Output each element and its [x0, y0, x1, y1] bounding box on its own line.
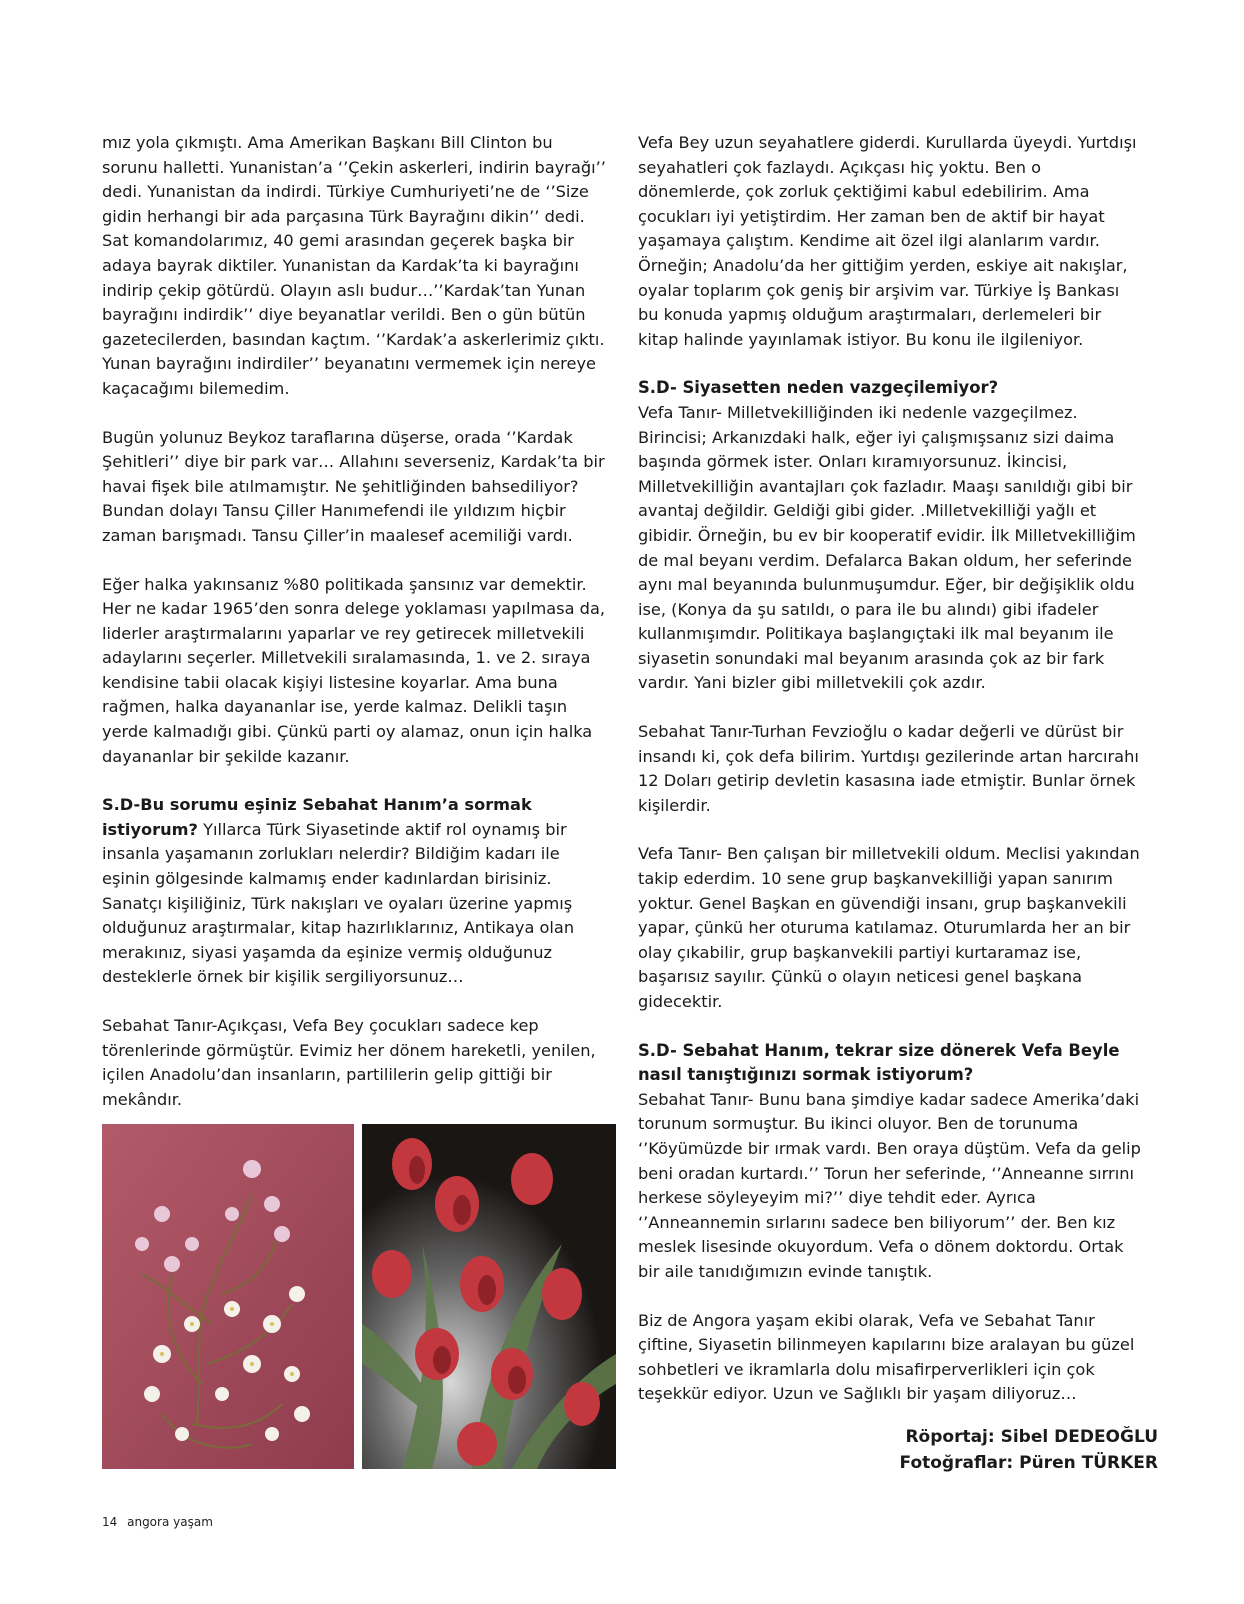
- left-column: [102, 131, 607, 1112]
- article-paragraph: Vefa Bey uzun seyahatlere giderdi. Kurullarda üyeydi. Yurtdışı seyahatleri çok fazlaydı. Açıkçası hiç yoktu. Ben o dönemlerde, çok zorluk çektiğimi kabul edebilirim. Ama çocukları iyi yetiştirdim. Her zaman ben de aktif bir hayat yaşamaya çalıştım. Kendime ait özel ilgi alanlarım vardır. Örneğin; Anadolu’da her gittiğim yerden, eskiye ait nakışlar, oyalar toplarım çok geniş bir arşivim var. Türkiye İş Bankası bu konuda yapmış olduğum araştırmaları, derlemeleri bir kitap halinde yayınlamak istiyor. Bu konu ile ilgileniyor.: [638, 133, 1137, 349]
- article-paragraph: Biz de Angora yaşam ekibi olarak, Vefa ve Sebahat Tanır çiftine, Siyasetin bilinmeyen kapılarını bize aralayan bu güzel sohbetleri ve ikramlarla dolu misafirperverlikleri için çok teşekkür ediyor. Uzun ve Sağlıklı bir yaşam diliyoruz…: [638, 1310, 1135, 1404]
- tulips-photo: [362, 1124, 616, 1469]
- interview-question: S.D- Siyasetten neden vazgeçilemiyor?: [638, 378, 999, 398]
- interview-question: S.D-Bu sorumu eşiniz Sebahat Hanım’a sormak istiyorum?: [102, 795, 532, 839]
- article-paragraph: Sebahat Tanır-Açıkçası, Vefa Bey çocukları sadece kep törenlerinde görmüştür. Evimiz her dönem hareketli, yenilen, içilen Anadolu’dan insanların, partililerin gelip gittiği bir mekândır.: [102, 1016, 596, 1109]
- article-paragraph: mız yola çıkmıştı. Ama Amerikan Başkanı Bill Clinton bu sorunu halletti. Yunanistan’a ‘’Çekin askerleri, indirin bayrağı’’ dedi. Yunanistan da indirdi. Türkiye Cumhuriyeti’ne de ‘’Size gidin herhangi bir ada parçasına Türk Bayrağını dikin’’ dedi. Sat komandolarımız, 40 gemi arasından geçerek başka bir adaya bayrak diktiler. Yunanistan da Kardak’ta ki bayrağını indirip çekip götürdü. Olayın aslı budur…’’Kardak’tan Yunan bayrağını indirdik’’ diye beyanatlar verildi. Ben o gün bütün gazetecilerden, basından kaçtım. ‘’Kardak’a askerlerimiz çıktı. Yunan bayrağını indirdiler’’ beyanatını vermemek için nereye kaçacağımı bilemedim.: [102, 133, 606, 398]
- article-paragraph: Sebahat Tanır-Turhan Fevzioğlu o kadar değerli ve dürüst bir insandı ki, çok defa bilirim. Yurtdışı gezilerinde artan harcırahı 12 Doları getirip devletin kasasına iade etmiştir. Bunlar örnek kişilerdir.: [638, 722, 1139, 815]
- interview-credit: Röportaj: Sibel DEDEOĞLU: [905, 1427, 1158, 1447]
- embroidery-flowers-photo: [102, 1124, 354, 1469]
- magazine-name: angora yaşam: [127, 1515, 213, 1529]
- article-paragraph: Vefa Tanır- Milletvekilliğinden iki nedenle vazgeçilmez. Birincisi; Arkanızdaki halk, eğer iyi çalışmışsanız sizi daima başında görmek ister. Onları kıramıyorsunuz. İkincisi, Milletvekilliğin avantajları çok fazladır. Maaşı sanıldığı gibi bir avantaj değildir. Geldiği gibi gider. .Milletvekilliği yağlı et gibidir. Örneğin, bu ev bir kooperatif evidir. İlk Milletvekilliğim de mal beyanı verdim. Defalarca Bakan oldum, her seferinde aynı mal beyanında bulunmuşumdur. Eğer, bir değişiklik oldu ise, (Konya da şu satıldı, o para ile bu alındı) gibi ifadeler kullanmışımdır. Politikaya başlangıçtaki ilk mal beyanım ile siyasetin sonundaki mal beyanım arasında çok az bir fark vardır. Yani bizler gibi milletvekili çok azdır.: [638, 402, 1136, 693]
- page-number: 14: [102, 1515, 118, 1529]
- article-paragraph: Bugün yolunuz Beykoz taraflarına düşerse, orada ‘’Kardak Şehitleri’’ diye bir park var… Allahını severseniz, Kardak’ta bir havai fişek bile atılmamıştır. Ne şehitliğinden bahsediliyor? Bundan dolayı Tansu Çiller Hanımefendi ile yıldızım hiçbir zaman barışmadı. Tansu Çiller’in maalesef acemiliği vardı.: [102, 427, 605, 545]
- question-body: Yıllarca Türk Siyasetinde aktif rol oynamış bir insanla yaşamanın zorlukları nelerdir? Bildiğim kadarı ile eşinin gölgesinde kalmamış ender kadınlardan birisiniz. Sanatçı kişiliğiniz, Türk nakışları ve oyaları üzerine yapmış olduğunuz araştırmalar, kitap hazırlıklarınız, Antikaya olan merakınız, siyasi yaşamda da eşinize vermiş olduğunuz desteklerle örnek bir kişilik sergiliyorsunuz…: [102, 819, 575, 987]
- needlework-lace-flowers-image: [102, 1124, 354, 1469]
- red-tulips-image: [362, 1124, 616, 1469]
- interview-question-paragraph: [102, 793, 607, 990]
- interview-question: S.D- Sebahat Hanım, tekrar size dönerek Vefa Beyle nasıl tanıştığınızı sormak istiyorum?: [638, 1040, 1120, 1085]
- photo-strip: [102, 1124, 616, 1469]
- article-paragraph: Vefa Tanır- Ben çalışan bir milletvekili oldum. Meclisi yakından takip ederdim. 10 sene grup başkanvekilliği yapan sanırım yoktur. Genel Başkan en güvendiği insanı, grup başkanvekili yapar, çünkü her oturuma katılamaz. Oturumlarda her an bir olay çıkabilir, grup başkanvekili partiyi kurtaramaz ise, başarısız sayılır. Çünkü o olayın neticesi genel başkana gidecektir.: [638, 844, 1140, 1011]
- article-paragraph: Sebahat Tanır- Bunu bana şimdiye kadar sadece Amerika’daki torunum sormuştur. Bu ikinci oluyor. Ben de torunuma ‘’Köyümüzde bir ırmak vardı. Ben oraya düştüm. Vefa da gelip beni oradan kurtardı.’’ Torun her seferinde, ‘’Anneanne sırrını herkese söyleyeyim mi?’’ diye tehdit eder. Ayrıca ‘’Anneannemin sırlarını sadece ben biliyorum’’ der. Ben kız meslek lisesinde okuyordum. Vefa o dönem doktordu. Ortak bir aile tanıdığımızın evinde tanıştık.: [638, 1089, 1141, 1281]
- page-footer: [102, 1515, 213, 1529]
- article-paragraph: Eğer halka yakınsanız %80 politikada şansınız var demektir. Her ne kadar 1965’den sonra delege yoklaması yapılmasa da, liderler araştırmalarını yaparlar ve rey getirecek milletvekili adaylarını seçerler. Milletvekili sıralamasında, 1. ve 2. sıraya kendisine tabii olacak kişiyi listesine koyarlar. Ama buna rağmen, halka dayananlar ise, yerde kalmaz. Delikli taşın yerde kalmadığı gibi. Çünkü parti oy alamaz, onun için halka dayananlar bir şekilde kazanır.: [102, 574, 606, 766]
- right-column: [638, 131, 1143, 1407]
- photo-credit: Fotoğraflar: Püren TÜRKER: [899, 1453, 1158, 1473]
- credits: [900, 1424, 1158, 1476]
